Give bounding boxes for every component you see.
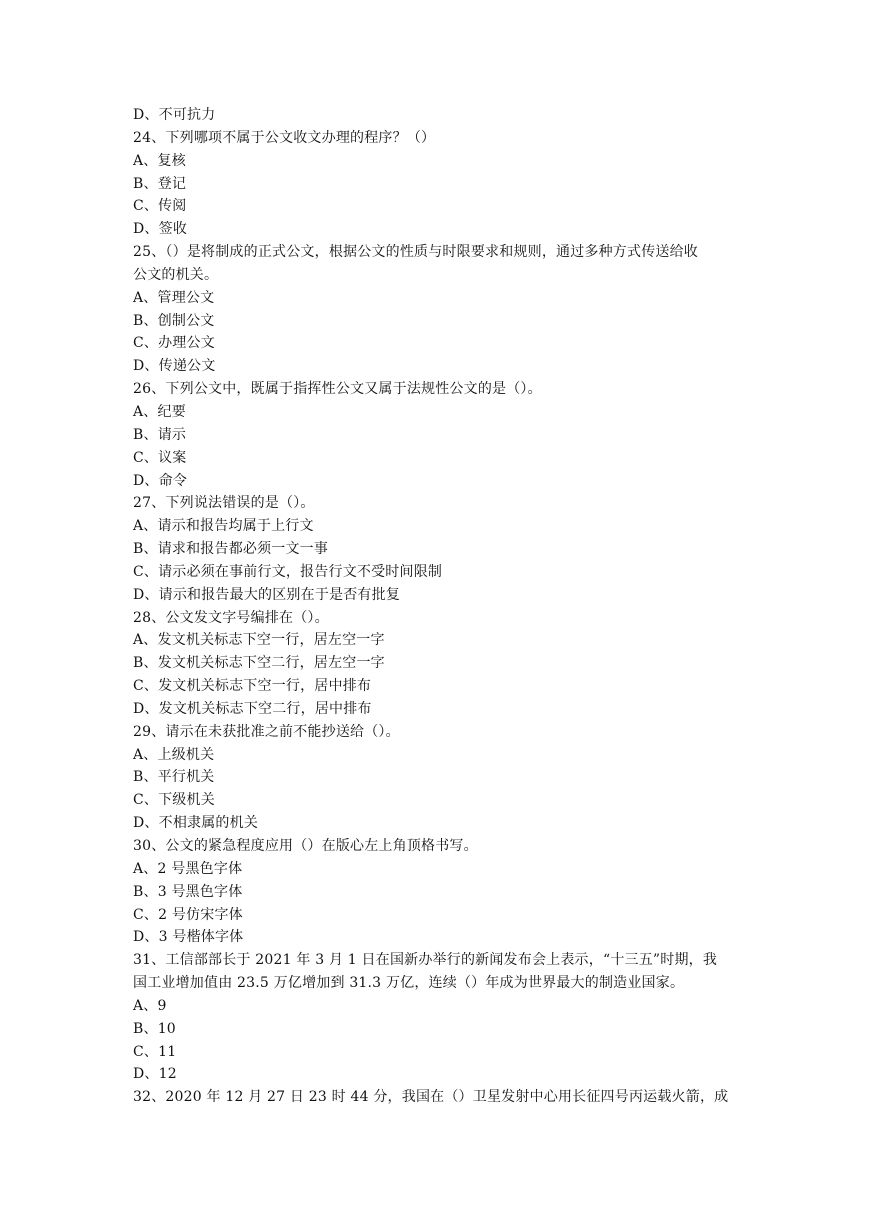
option-line: B、请求和报告都必须一文一事	[133, 541, 329, 558]
question-line: 31、工信部部长于 2021 年 3 月 1 日在国新办举行的新闻发布会上表示，“十三五”时期，我	[133, 952, 718, 969]
option-line: A、请示和报告均属于上行文	[133, 518, 314, 535]
option-line: D、12	[133, 1066, 177, 1083]
option-line: C、2 号仿宋字体	[133, 906, 243, 923]
option-line: A、发文机关标志下空一行，居左空一字	[133, 632, 385, 649]
option-line: D、3 号楷体字体	[133, 929, 244, 946]
question-line: 26、下列公文中，既属于指挥性公文又属于法规性公文的是（）。	[133, 381, 542, 398]
option-line: D、请示和报告最大的区别在于是否有批复	[133, 586, 401, 603]
option-line: D、签收	[133, 221, 188, 238]
option-line: D、命令	[133, 472, 188, 489]
question-line-continued: 国工业增加值由 23.5 万亿增加到 31.3 万亿，连续（）年成为世界最大的制造业国家。	[133, 975, 685, 992]
option-line: B、3 号黑色字体	[133, 883, 243, 900]
option-line: B、登记	[133, 175, 187, 192]
option-line: B、创制公文	[133, 312, 215, 329]
question-line: 29、请示在未获批准之前不能抄送给（）。	[133, 723, 400, 740]
question-line: 30、公文的紧急程度应用（）在版心左上角顶格书写。	[133, 838, 478, 854]
question-line: 25、（）是将制成的正式公文，根据公文的性质与时限要求和规则，通过多种方式传送给收	[133, 244, 699, 261]
option-line: B、请示	[133, 426, 187, 443]
option-line: A、复核	[133, 152, 186, 169]
question-line: 24、下列哪项不属于公文收文办理的程序？（）	[133, 129, 436, 146]
option-line: B、发文机关标志下空二行，居左空一字	[133, 655, 385, 672]
option-line: A、纪要	[133, 403, 186, 420]
option-line: C、请示必须在事前行文，报告行文不受时间限制	[133, 563, 443, 580]
question-line: 32、2020 年 12 月 27 日 23 时 44 分，我国在（）卫星发射中心用长征四号丙运载火箭，成	[133, 1089, 729, 1106]
question-line-continued: 公文的机关。	[133, 266, 219, 283]
option-line: A、上级机关	[133, 746, 215, 763]
document-body	[133, 104, 743, 1109]
option-line: D、发文机关标志下空二行，居中排布	[133, 700, 372, 717]
option-line: C、议案	[133, 449, 187, 466]
option-line: C、下级机关	[133, 792, 215, 809]
option-line: C、发文机关标志下空一行，居中排布	[133, 678, 372, 695]
option-line: C、办理公文	[133, 335, 215, 352]
option-line: D、不相隶属的机关	[133, 815, 259, 832]
option-line: A、9	[133, 997, 167, 1014]
option-line: B、10	[133, 1020, 176, 1037]
option-line: C、传阅	[133, 198, 187, 215]
option-line: D、传递公文	[133, 358, 216, 375]
question-line: 27、下列说法错误的是（）。	[133, 495, 315, 512]
option-line: A、2 号黑色字体	[133, 860, 243, 877]
option-line: A、管理公文	[133, 289, 215, 306]
option-line: B、平行机关	[133, 769, 215, 786]
option-line: D、不可抗力	[133, 107, 216, 123]
question-line: 28、公文发文字号编排在（）。	[133, 609, 329, 626]
option-line: C、11	[133, 1043, 177, 1060]
